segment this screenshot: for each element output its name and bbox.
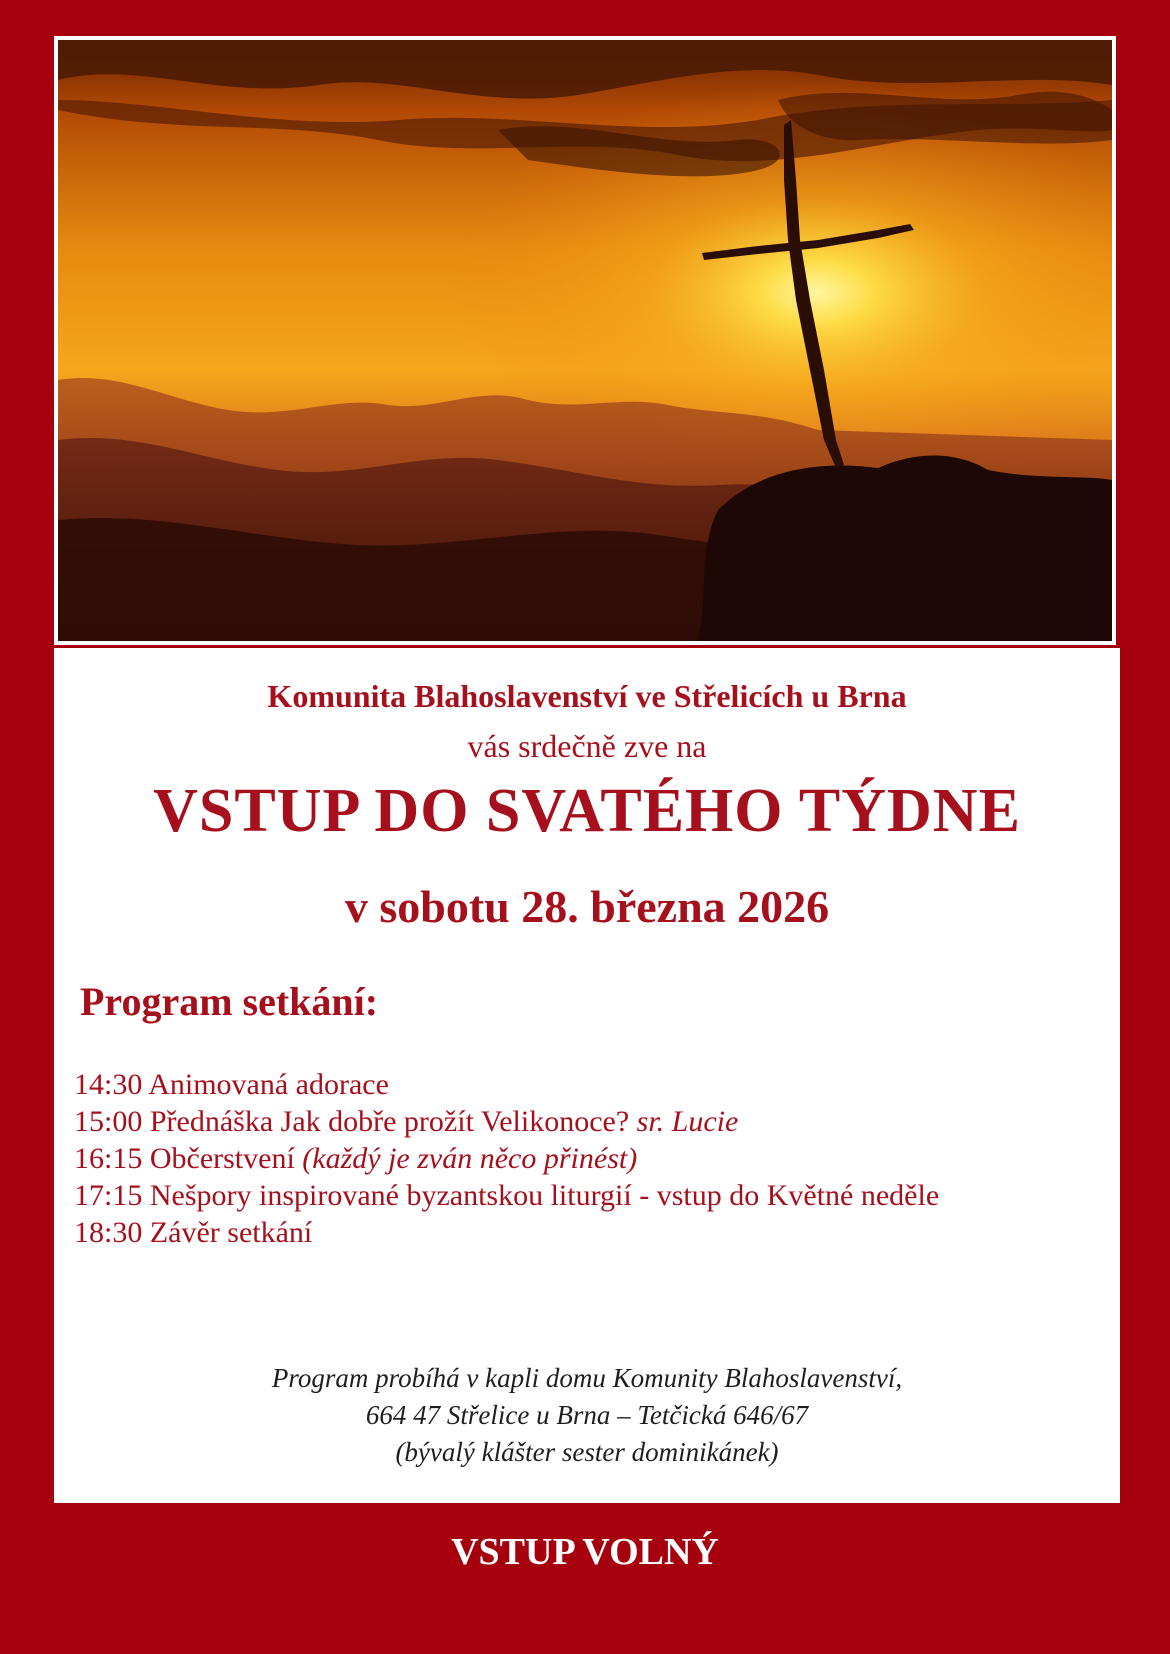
location-block <box>54 1360 1120 1471</box>
program-note: (každý je zván něco přinést) <box>302 1142 638 1175</box>
invite-line: vás srdečně zve na <box>467 728 707 764</box>
event-date: v sobotu 28. března 2026 <box>344 881 830 932</box>
program-heading: Program setkání: <box>80 979 379 1024</box>
program-list <box>74 1066 939 1251</box>
location-line: Program probíhá v kapli domu Komunity Blahoslavenství, <box>271 1363 903 1393</box>
program-item <box>74 1103 939 1140</box>
header-photo-frame <box>54 36 1116 645</box>
invitation-panel <box>54 648 1120 1503</box>
program-text: Závěr setkání <box>149 1216 313 1249</box>
sunset-cross-icon <box>58 40 1112 641</box>
program-text: Nešpory inspirované byzantskou liturgií - vstup do Květné neděle <box>149 1179 940 1212</box>
program-text: Animovaná adorace <box>148 1068 389 1101</box>
program-time: 14:30 <box>74 1068 143 1101</box>
admission-free: VSTUP VOLNÝ <box>451 1531 719 1573</box>
location-note: (bývalý klášter sester dominikánek) <box>395 1437 779 1467</box>
program-time: 18:30 <box>74 1216 143 1249</box>
program-text: Přednáška Jak dobře prožít Velikonoce? <box>149 1105 630 1138</box>
location-address: 664 47 Střelice u Brna – Tetčická 646/67 <box>365 1400 809 1430</box>
program-item <box>74 1177 939 1214</box>
program-time: 15:00 <box>74 1105 143 1138</box>
organizer-name: Komunita Blahoslavenství ve Střelicích u Brna <box>267 678 907 714</box>
program-note: sr. Lucie <box>636 1105 739 1138</box>
program-item <box>74 1066 939 1103</box>
program-text: Občerstvení <box>149 1142 303 1175</box>
event-title: VSTUP DO SVATÉHO TÝDNE <box>153 777 1021 845</box>
program-item <box>74 1140 939 1177</box>
program-time: 17:15 <box>74 1179 143 1212</box>
program-item <box>74 1214 939 1251</box>
program-time: 16:15 <box>74 1142 143 1175</box>
